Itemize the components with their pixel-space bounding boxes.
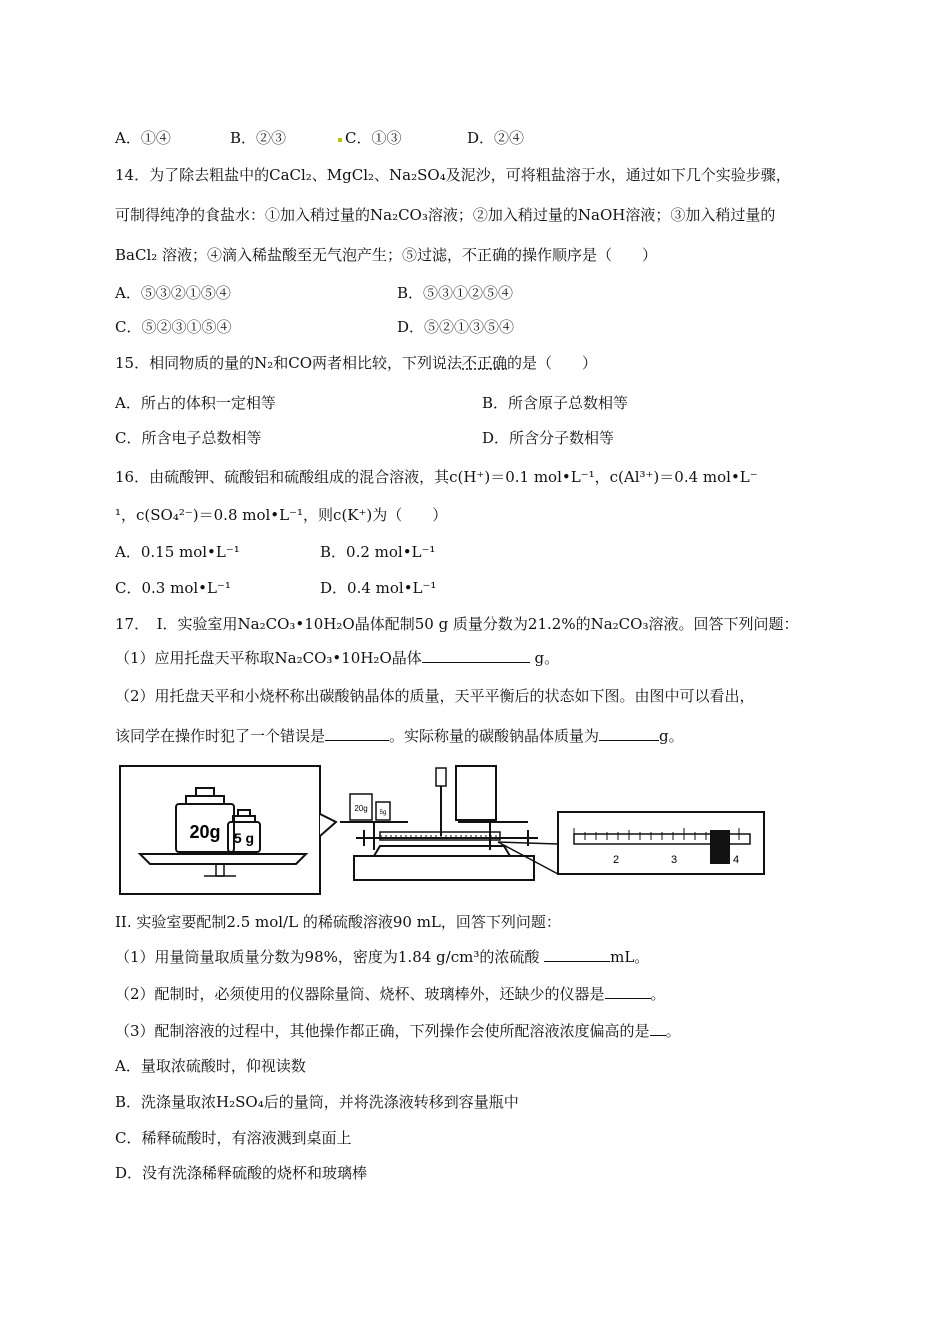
answer-blank[interactable]: [599, 726, 659, 741]
q16-stem-line2: ¹，c(SO₄²⁻)＝0.8 mol•L⁻¹，则c(K⁺)为（ ）: [115, 506, 448, 524]
q13-option-d: D．②④: [467, 129, 525, 147]
weight-5g: [228, 810, 260, 852]
q14-option-b: B．⑤③①②⑤④: [397, 284, 514, 302]
q13-option-a: A．①④: [115, 129, 171, 147]
q16-option-d: D．0.4 mol•L⁻¹: [320, 579, 437, 597]
q14-stem-line2: 可制得纯净的食盐水：①加入稍过量的Na₂CO₃溶液；②加入稍过量的NaOH溶液；③加入稍过量的: [115, 206, 776, 224]
q15-option-b: B．所含原子总数相等: [482, 394, 629, 412]
answer-blank[interactable]: [650, 1021, 666, 1036]
q13-option-b: B．②③: [230, 129, 287, 147]
small-weights: [350, 794, 390, 820]
answer-blank[interactable]: [605, 984, 651, 999]
q14-option-c: C．⑤②③①⑤④: [115, 318, 232, 336]
zoom-pan: [140, 854, 306, 864]
q14-stem-line1: 14．为了除去粗盐中的CaCl₂、MgCl₂、Na₂SO₄及泥沙，可将粗盐溶于水，通过如下几个实验步骤，: [115, 166, 791, 184]
q16-option-b: B．0.2 mol•L⁻¹: [320, 543, 436, 561]
svg-text:5g: 5g: [379, 810, 387, 816]
pan-stem: [216, 864, 224, 876]
q17-part2-title: II. 实验室要配制2.5 mol/L 的稀硫酸溶液90 mL，回答下列问题：: [115, 913, 561, 931]
svg-text:20g: 20g: [354, 804, 368, 813]
q13-option-c: C．①③: [338, 128, 401, 148]
q17-option-b: B．洗涤量取浓H₂SO₄后的量筒，并将洗涤液转移到容量瓶中: [115, 1093, 519, 1111]
svg-text:20g: 20g: [189, 822, 221, 842]
balance: [340, 766, 558, 880]
q17-p2-q2: （2）配制时，必须使用的仪器除量筒、烧杯、玻璃棒外，还缺少的仪器是 。: [115, 985, 666, 1003]
q17-p2-q3: （3）配制溶液的过程中，其他操作都正确，下列操作会使所配溶液浓度偏高的是 。: [115, 1022, 681, 1040]
q17-option-c: C．稀释硫酸时，有溶液溅到桌面上: [115, 1129, 352, 1147]
rider: [710, 830, 730, 864]
q14-option-d: D．⑤②①③⑤④: [397, 318, 515, 336]
q17-q2-line2: 该同学在操作时犯了一个错误是 。实际称量的碳酸钠晶体质量为 g。: [115, 727, 684, 745]
q17-option-d: D．没有洗涤稀释硫酸的烧杯和玻璃棒: [115, 1164, 368, 1182]
answer-blank[interactable]: [325, 726, 389, 741]
pointer-scale: [436, 768, 446, 786]
scale-label-4: 4: [732, 854, 740, 866]
q16-option-c: C．0.3 mol•L⁻¹: [115, 579, 231, 597]
q14-option-a: A．⑤③②①⑤④: [115, 284, 231, 302]
svg-text:5 g: 5 g: [233, 830, 255, 846]
q16-stem-line1: 16．由硫酸钾、硫酸铝和硫酸组成的混合溶液，其c(H⁺)＝0.1 mol•L⁻¹，c(Al³⁺)＝0.4 mol•L⁻: [115, 468, 758, 486]
q17-q2-line1: （2）用托盘天平和小烧杯称出碳酸钠晶体的质量，天平平衡后的状态如下图。由图中可以看出，: [115, 687, 755, 705]
q15-option-d: D．所含分子数相等: [482, 429, 615, 447]
q15-option-a: A．所占的体积一定相等: [115, 394, 276, 412]
scale-label-3: 3: [670, 854, 678, 866]
answer-blank[interactable]: [544, 947, 610, 962]
q15-stem: 15．相同物质的量的N₂和CO两者相比较，下列说法不正确的是（ ）: [115, 354, 598, 372]
q17-part1-title: 17． I．实验室用Na₂CO₃•10H₂O晶体配制50 g 质量分数为21.2%的Na₂CO₃溶液。回答下列问题：: [115, 615, 799, 633]
q17-q1: （1）应用托盘天平称取Na₂CO₃•10H₂O晶体 g。: [115, 649, 560, 667]
emphasis-text: 不正确: [462, 354, 508, 372]
q14-stem-line3: BaCl₂ 溶液；④滴入稀盐酸至无气泡产生；⑤过滤，不正确的操作顺序是（ ）: [115, 246, 658, 264]
weight-20g: [176, 788, 234, 852]
highlight-mark: [338, 138, 342, 142]
balance-figure: [118, 764, 808, 896]
answer-blank[interactable]: [422, 648, 530, 663]
magnified-scale: [558, 812, 764, 874]
q16-option-a: A．0.15 mol•L⁻¹: [115, 543, 240, 561]
q17-p2-q1: （1）用量筒量取质量分数为98%，密度为1.84 g/cm³的浓硫酸 mL。: [115, 948, 650, 966]
scale-label-2: 2: [612, 854, 620, 866]
q17-option-a: A．量取浓硫酸时，仰视读数: [115, 1057, 306, 1075]
q15-option-c: C．所含电子总数相等: [115, 429, 262, 447]
beaker: [456, 766, 496, 820]
